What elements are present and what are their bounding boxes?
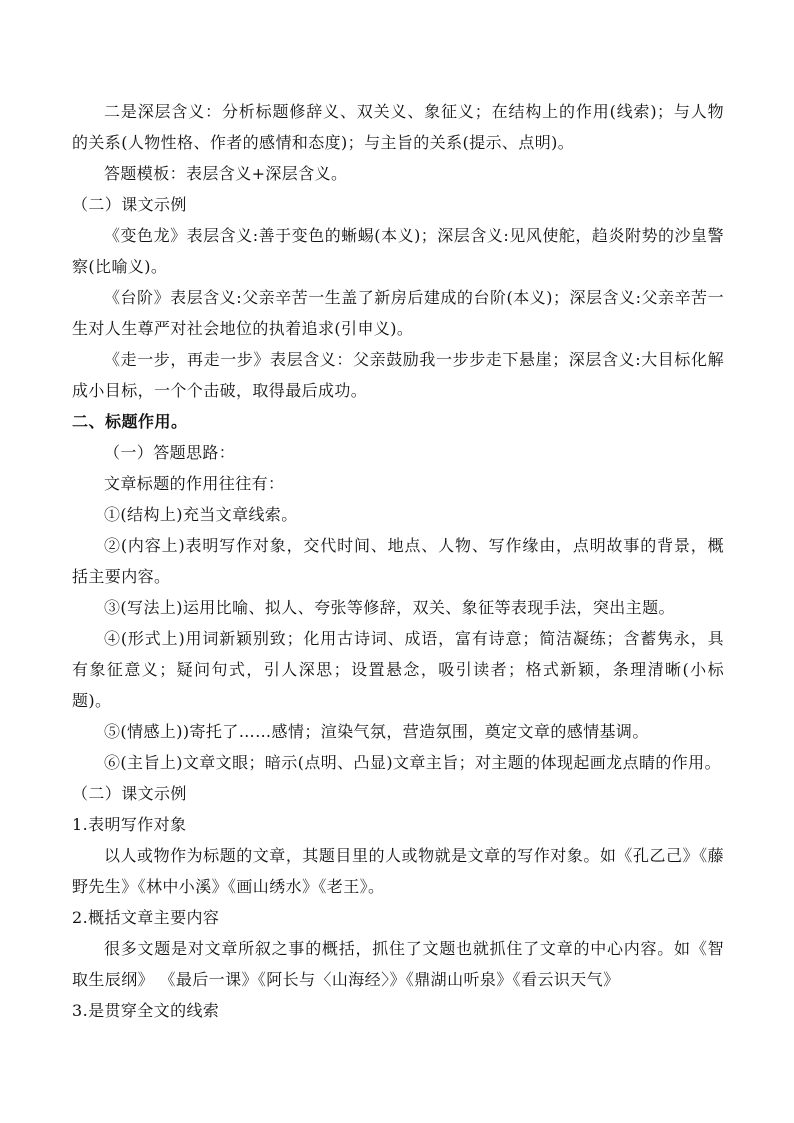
list-item-structure: ①(结构上)充当文章线索。 [104,505,298,524]
numbered-heading-clue: 3.是贯穿全文的线索 [72,1001,220,1020]
paragraph-writing-object: 以人或物作为标题的文章，其题目里的人或物就是文章的写作对象。如《孔乙己》《藤野先生》《林中小溪》《画山绣水》《老王》。 [72,846,724,896]
list-item-technique: ③(写法上)运用比喻、拟人、夸张等修辞，双关、象征等表现手法，突出主题。 [104,598,675,617]
list-item-theme: ⑥(主旨上)文章文眼；暗示(点明、凸显)文章主旨；对主题的体现起画龙点睛的作用。 [104,753,721,772]
paragraph-answer-template: 答题模板：表层含义+深层含义。 [104,164,348,183]
numbered-heading-writing-object: 1.表明写作对象 [72,815,187,834]
paragraph-example-steps: 《台阶》表层含义:父亲辛苦一生盖了新房后建成的台阶(本义)；深层含义:父亲辛苦一生对人生尊严对社会地位的执着追求(引申义)。 [72,288,724,338]
paragraph-main-content: 很多文题是对文章所叙之事的概括，抓住了文题也就抓住了文章的中心内容。如《智取生辰纲》 《最后一课》《阿长与〈山海经〉》《鼎湖山听泉》《看云识天气》 [72,939,724,989]
list-item-emotion: ⑤(情感上))寄托了……感情；渲染气氛，营造氛围，奠定文章的感情基调。 [104,722,649,741]
subsection-heading-approach: （一）答题思路： [104,443,236,462]
paragraph-deep-meaning: 二是深层含义：分析标题修辞义、双关义、象征义；在结构上的作用(线索)；与人物的关系(人物性格、作者的感情和态度)；与主旨的关系(提示、点明)。 [72,102,724,152]
subsection-heading-examples-2: （二）课文示例 [72,784,187,803]
document-page [72,96,724,1026]
paragraph-example-chameleon: 《变色龙》表层含义:善于变色的蜥蜴(本义)；深层含义:见风使舵，趋炎附势的沙皇警察(比喻义)。 [72,226,724,276]
list-item-content: ②(内容上)表明写作对象，交代时间、地点、人物、写作缘由，点明故事的背景，概括主要内容。 [72,536,724,586]
paragraph-functions-intro: 文章标题的作用往往有： [104,474,285,493]
subsection-heading-examples: （二）课文示例 [72,195,187,214]
list-item-form: ④(形式上)用词新颖别致；化用古诗词、成语，富有诗意；简洁凝练；含蓄隽永，具有象征意义；疑问句式，引人深思；设置悬念，吸引读者；格式新颖，条理清晰(小标题)。 [72,629,724,710]
paragraph-example-one-step: 《走一步，再走一步》表层含义：父亲鼓励我一步步走下悬崖；深层含义:大目标化解成小目标，一个个击破，取得最后成功。 [72,350,724,400]
numbered-heading-main-content: 2.概括文章主要内容 [72,908,220,927]
section-heading-title-function: 二、标题作用。 [72,412,188,431]
